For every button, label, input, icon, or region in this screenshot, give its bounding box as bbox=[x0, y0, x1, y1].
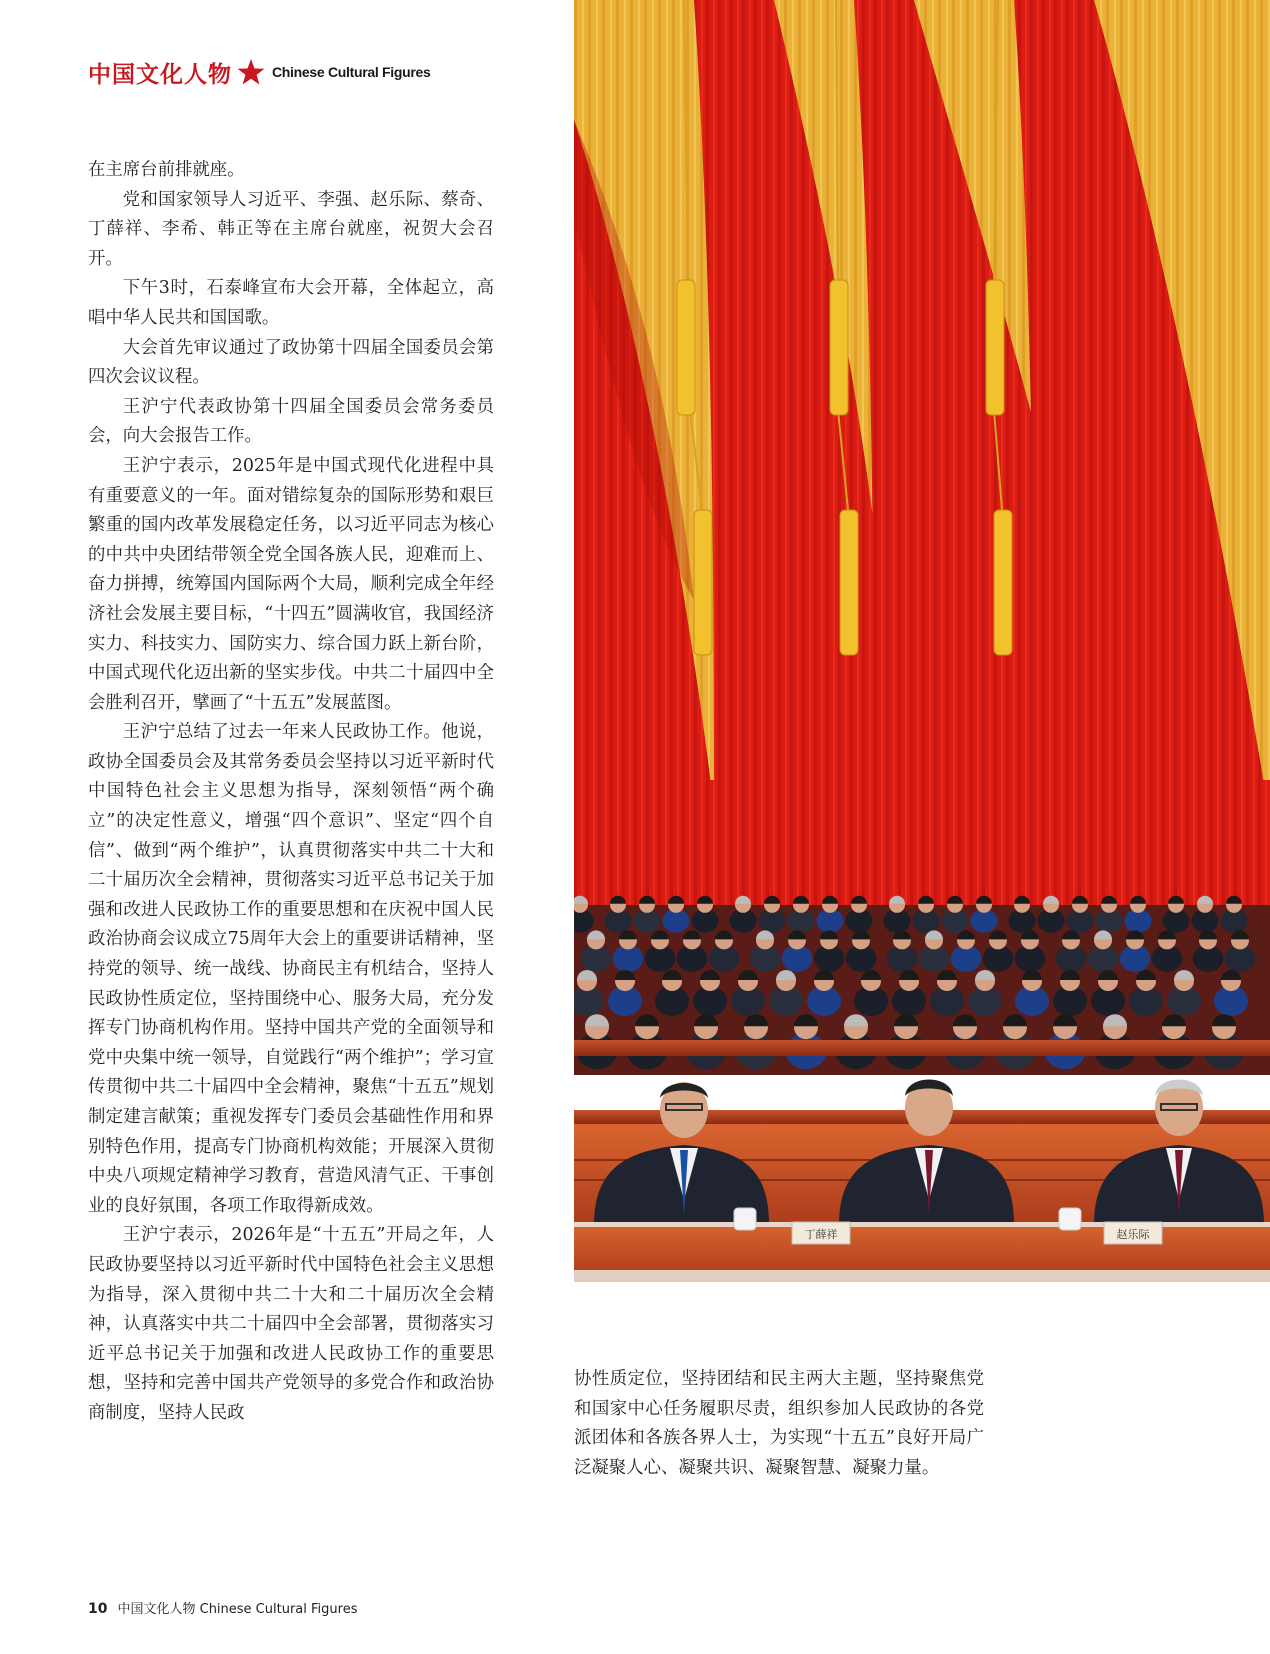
article-paragraph: 王沪宁总结了过去一年来人民政协工作。他说，政协全国委员会及其常务委员会坚持以习近平新时代中国特色社会主义思想为指导，深刻领悟“两个确立”的决定性意义，增强“四个意识”、坚定“四个自信”、做到“两个维护”，认真贯彻落实中共二十大和二十届历次全会精神，贯彻落实习近平总书记关于加强和改进人民政协工作的重要思想和在庆祝中国人民政治协商会议成立75周年大会上的重要讲话精神，坚持党的领导、统一战线、协商民主有机结合，坚持人民政协性质定位，坚持围绕中心、服务大局，充分发挥专门协商机构作用。坚持中国共产党的全面领导和党中央集中统一领导，自觉践行“两个维护”；学习宣传贯彻中共二十届四中全会精神，聚焦“十五五”规划制定建言献策；重视发挥专门委员会基础性作用和界别特色作用，提高专门协商机构效能；开展深入贯彻中央八项规定精神学习教育，营造风清气正、干事创业的良好氛围，各项工作取得新成效。 bbox=[88, 722, 494, 1216]
nameplate-2: 赵乐际 bbox=[1116, 1228, 1150, 1241]
nameplate-1: 丁薛祥 bbox=[804, 1228, 838, 1241]
page-footer bbox=[88, 1598, 357, 1617]
article-paragraph: 下午3时，石泰峰宣布大会开幕，全体起立，高唱中华人民共和国国歌。 bbox=[88, 278, 494, 328]
star-icon bbox=[236, 57, 266, 87]
article-paragraph: 王沪宁代表政协第十四届全国委员会常务委员会，向大会报告工作。 bbox=[88, 396, 494, 447]
footer-label: 中国文化人物 Chinese Cultural Figures bbox=[117, 1602, 358, 1617]
magazine-title-en: Chinese Cultural Figures bbox=[272, 64, 431, 80]
article-paragraph: 党和国家领导人习近平、李强、赵乐际、蔡奇、丁薛祥、李希、韩正等在主席台就座，祝贺大会召开。 bbox=[88, 189, 494, 269]
magazine-title-cn: 中国文化人物 bbox=[88, 60, 232, 88]
article-paragraph: 王沪宁表示，2026年是“十五五”开局之年，人民政协要坚持以习近平新时代中国特色社会主义思想为指导，深入贯彻中共二十大和二十届历次全会精神，认真落实中共二十届四中全会部署，贯彻落实习近平总书记关于加强和改进人民政协工作的重要思想，坚持和完善中国共产党领导的多党合作和政治协商制度，坚持人民政 bbox=[88, 1225, 494, 1423]
article-paragraph: 王沪宁表示，2025年是中国式现代化进程中具有重要意义的一年。面对错综复杂的国际形势和艰巨繁重的国内改革发展稳定任务，以习近平同志为核心的中共中央团结带领全党全国各族人民，迎难而上、奋力拼搏，统筹国内国际两个大局，顺利完成全年经济社会发展主要目标，“十四五”圆满收官，我国经济实力、科技实力、国防实力、综合国力跃上新台阶，中国式现代化迈出新的坚实步伐。中共二十届四中全会胜利召开，擘画了“十五五”发展蓝图。 bbox=[88, 455, 494, 713]
article-paragraph: 在主席台前排就座。 bbox=[88, 160, 245, 180]
article-paragraph: 协性质定位，坚持团结和民主两大主题，坚持聚焦党和国家中心任务履职尽责，组织参加人民政协的各党派团体和各族各界人士，为实现“十五五”良好开局广泛凝聚人心、凝聚共识、凝聚智慧、凝聚力量。 bbox=[574, 1369, 984, 1478]
article-paragraph: 大会首先审议通过了政协第十四届全国委员会第四次会议议程。 bbox=[88, 337, 494, 388]
masthead bbox=[88, 52, 431, 92]
conference-photo bbox=[574, 0, 1270, 1282]
conference-photo-illustration bbox=[574, 0, 1270, 1282]
article-column-right bbox=[574, 1365, 984, 1483]
article-column-left bbox=[88, 156, 494, 1429]
page-number: 10 bbox=[88, 1601, 108, 1617]
